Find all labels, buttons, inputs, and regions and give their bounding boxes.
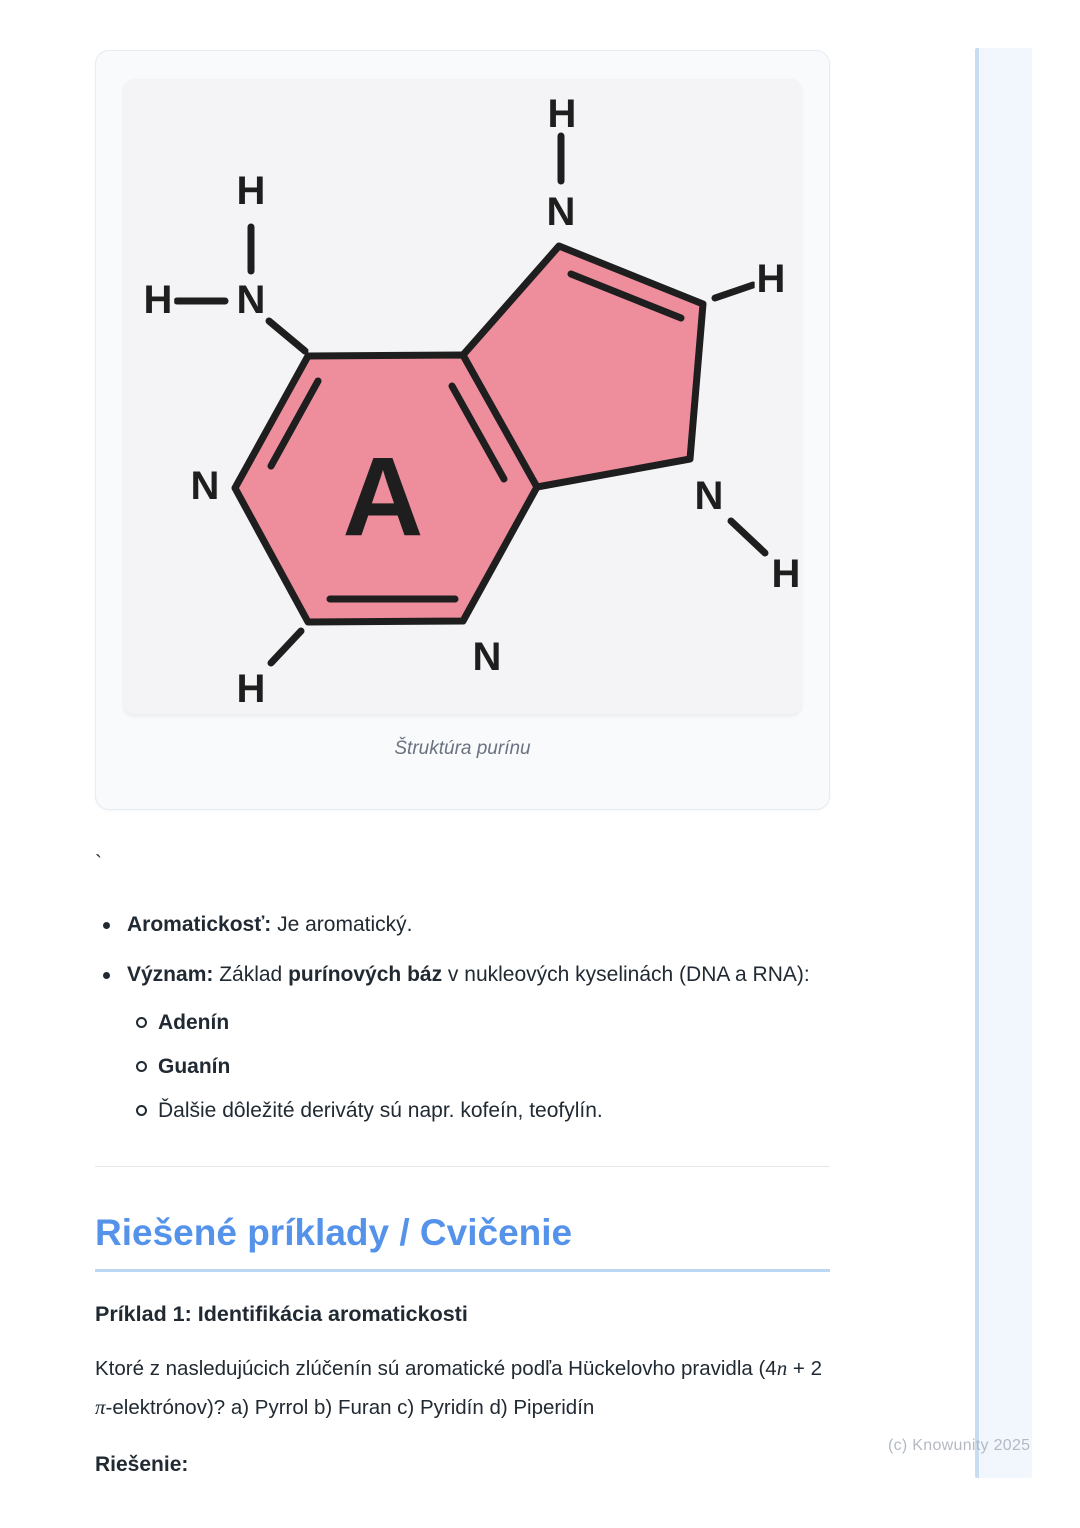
bond-ring-to-h-bottom-left xyxy=(271,631,301,663)
aromaticity-text: Je aromatický. xyxy=(271,913,413,936)
aromaticity-label: Aromatickosť: xyxy=(127,913,272,936)
significance-bullet xyxy=(127,960,830,1126)
solution-label: Riešenie: xyxy=(95,1453,189,1476)
figure-caption: Štruktúra purínu xyxy=(394,738,531,759)
question-text-1: Ktoré z nasledujúcich zlúčenín sú aromatické podľa Hückelovho pravidla (4 xyxy=(95,1357,777,1380)
watermark: (c) Knowunity 2025 xyxy=(888,1437,1031,1454)
guanine-label: Guanín xyxy=(158,1055,231,1078)
question-text-3: -elektrónov)? a) Pyrrol b) Furan c) Pyridín d) Piperidín xyxy=(105,1396,595,1419)
significance-text-1: Základ xyxy=(213,963,289,986)
question-text-2: + 2 xyxy=(787,1357,822,1380)
atom-label-amino-h-left: H xyxy=(143,278,173,322)
scrollbar-track[interactable] xyxy=(975,48,1032,1478)
math-pi: π xyxy=(95,1395,106,1419)
purine-bases-bold: purínových báz xyxy=(288,963,443,986)
atom-label-h-right: H xyxy=(756,257,786,301)
atom-label-h-bottom-left: H xyxy=(236,667,266,711)
bond-amino-to-ring xyxy=(269,321,305,351)
adenine-item xyxy=(158,1008,830,1038)
significance-label: Význam: xyxy=(127,963,214,986)
atom-label-pentagon-n-top: N xyxy=(546,190,576,234)
significance-text-2: v nukleových kyselinách (DNA a RNA): xyxy=(442,963,810,986)
example-question xyxy=(95,1349,830,1427)
bond-pentagon-to-h-right xyxy=(715,285,753,298)
bases-sub-list xyxy=(127,1008,830,1126)
derivatives-item xyxy=(158,1096,830,1126)
atom-label-h-bottom-right: H xyxy=(771,552,801,596)
atom-label-pentagon-h-top: H xyxy=(547,92,577,136)
bond-pentagon-n-to-h xyxy=(731,521,765,553)
adenine-label: Adenín xyxy=(158,1011,230,1034)
purine-structure-svg xyxy=(124,79,801,714)
properties-list xyxy=(95,910,830,1126)
atom-label-amino-h-top: H xyxy=(236,169,266,213)
aromaticity-bullet xyxy=(127,910,830,940)
derivatives-text: Ďalšie dôležité deriváty sú napr. kofeín, teofylín. xyxy=(158,1099,603,1122)
math-n: n xyxy=(776,1356,788,1380)
atom-label-ring-n-bottom: N xyxy=(472,635,502,679)
atom-label-pentagon-n-bottom: N xyxy=(694,474,724,518)
stray-backtick: ` xyxy=(95,852,102,875)
example-title: Príklad 1: Identifikácia aromatickosti xyxy=(95,1302,468,1326)
page-content xyxy=(95,0,830,1477)
section-title: Riešené príklady / Cvičenie xyxy=(95,1209,830,1272)
atom-label-amino-n: N xyxy=(236,278,266,322)
section-divider xyxy=(95,1166,830,1167)
figure-card xyxy=(95,50,830,810)
molecule-figure xyxy=(124,79,801,714)
guanine-item xyxy=(158,1052,830,1082)
ring-letter-a: A xyxy=(342,434,424,560)
atom-label-ring-n-left: N xyxy=(190,464,220,508)
